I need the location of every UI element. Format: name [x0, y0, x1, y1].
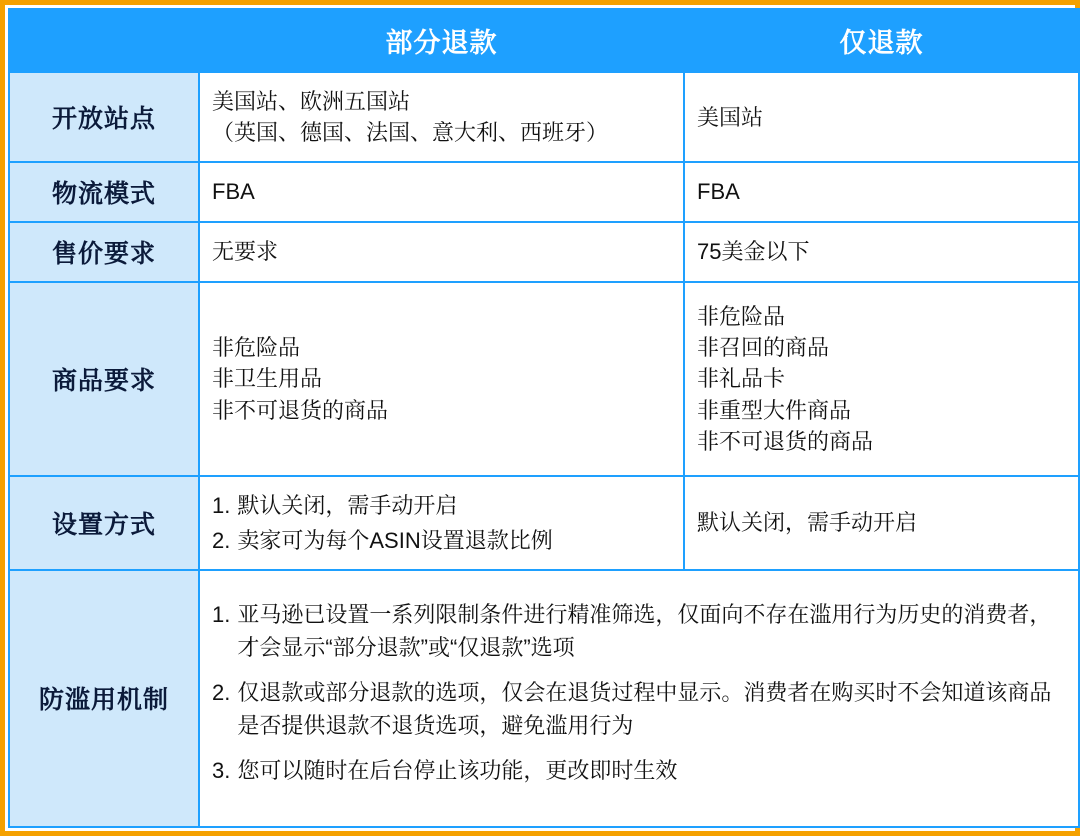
text-line: 非不可退货的商品	[697, 428, 874, 454]
table-row	[9, 222, 1079, 282]
list-text: 卖家可为每个ASIN设置退款比例	[237, 527, 553, 553]
list-text: 默认关闭，需手动开启	[237, 492, 458, 518]
comparison-table	[8, 8, 1080, 828]
table-row	[9, 570, 1079, 827]
text-line: 非危险品	[212, 335, 301, 361]
list-number: 1.	[212, 601, 231, 627]
table-row	[9, 72, 1079, 162]
list-item	[212, 598, 1066, 664]
text-line: 非卫生用品	[212, 366, 323, 392]
text-line: FBA	[697, 179, 740, 205]
header-blank-cell	[9, 9, 199, 72]
text-line: 非危险品	[697, 303, 786, 329]
cell-logistics-partial	[199, 162, 684, 222]
cell-product-partial	[199, 282, 684, 476]
text-line: 非重型大件商品	[697, 397, 852, 423]
text-line: （英国、德国、法国、意大利、西班牙）	[212, 120, 609, 146]
cell-setup-refund-only	[684, 476, 1079, 570]
text-line: FBA	[212, 179, 255, 205]
list-item	[212, 676, 1066, 742]
table-header-row	[9, 9, 1079, 72]
list-number: 3.	[212, 757, 231, 783]
ordered-list	[212, 490, 671, 556]
text-line: 无要求	[212, 239, 279, 265]
cell-sites-refund-only	[684, 72, 1079, 162]
list-text: 仅退款或部分退款的选项，仅会在退货过程中显示。消费者在购买时不会知道该商品是否提供退款不退货选项，避免滥用行为	[237, 679, 1052, 738]
row-label-setup: 设置方式	[9, 476, 199, 570]
ordered-list	[212, 598, 1066, 787]
table-row	[9, 162, 1079, 222]
cell-product-refund-only	[684, 282, 1079, 476]
table-row	[9, 476, 1079, 570]
cell-logistics-refund-only	[684, 162, 1079, 222]
list-item	[212, 490, 671, 521]
header-refund-only: 仅退款	[684, 9, 1079, 72]
text-line: 默认关闭，需手动开启	[697, 510, 918, 536]
list-item	[212, 754, 1066, 787]
table-row	[9, 282, 1079, 476]
row-label-logistics: 物流模式	[9, 162, 199, 222]
list-number: 1.	[212, 492, 231, 518]
text-line: 美国站	[697, 104, 764, 130]
cell-price-partial	[199, 222, 684, 282]
list-number: 2.	[212, 679, 231, 705]
cell-setup-partial	[199, 476, 684, 570]
row-label-price: 售价要求	[9, 222, 199, 282]
row-label-sites: 开放站点	[9, 72, 199, 162]
text-line: 美国站、欧洲五国站	[212, 88, 411, 114]
list-text: 亚马逊已设置一系列限制条件进行精准筛选，仅面向不存在滥用行为历史的消费者，才会显示“部分退款”或“仅退款”选项	[237, 601, 1052, 660]
cell-anti-abuse-merged	[199, 570, 1079, 827]
cell-price-refund-only	[684, 222, 1079, 282]
row-label-anti-abuse: 防滥用机制	[9, 570, 199, 827]
text-line: 非不可退货的商品	[212, 397, 389, 423]
text-line: 75美金以下	[697, 239, 810, 265]
cell-sites-partial	[199, 72, 684, 162]
text-line: 非召回的商品	[697, 335, 830, 361]
list-item	[212, 525, 671, 556]
text-line: 非礼品卡	[697, 366, 786, 392]
header-partial-refund: 部分退款	[199, 9, 684, 72]
list-number: 2.	[212, 527, 231, 553]
list-text: 您可以随时在后台停止该功能，更改即时生效	[237, 757, 678, 783]
row-label-product: 商品要求	[9, 282, 199, 476]
